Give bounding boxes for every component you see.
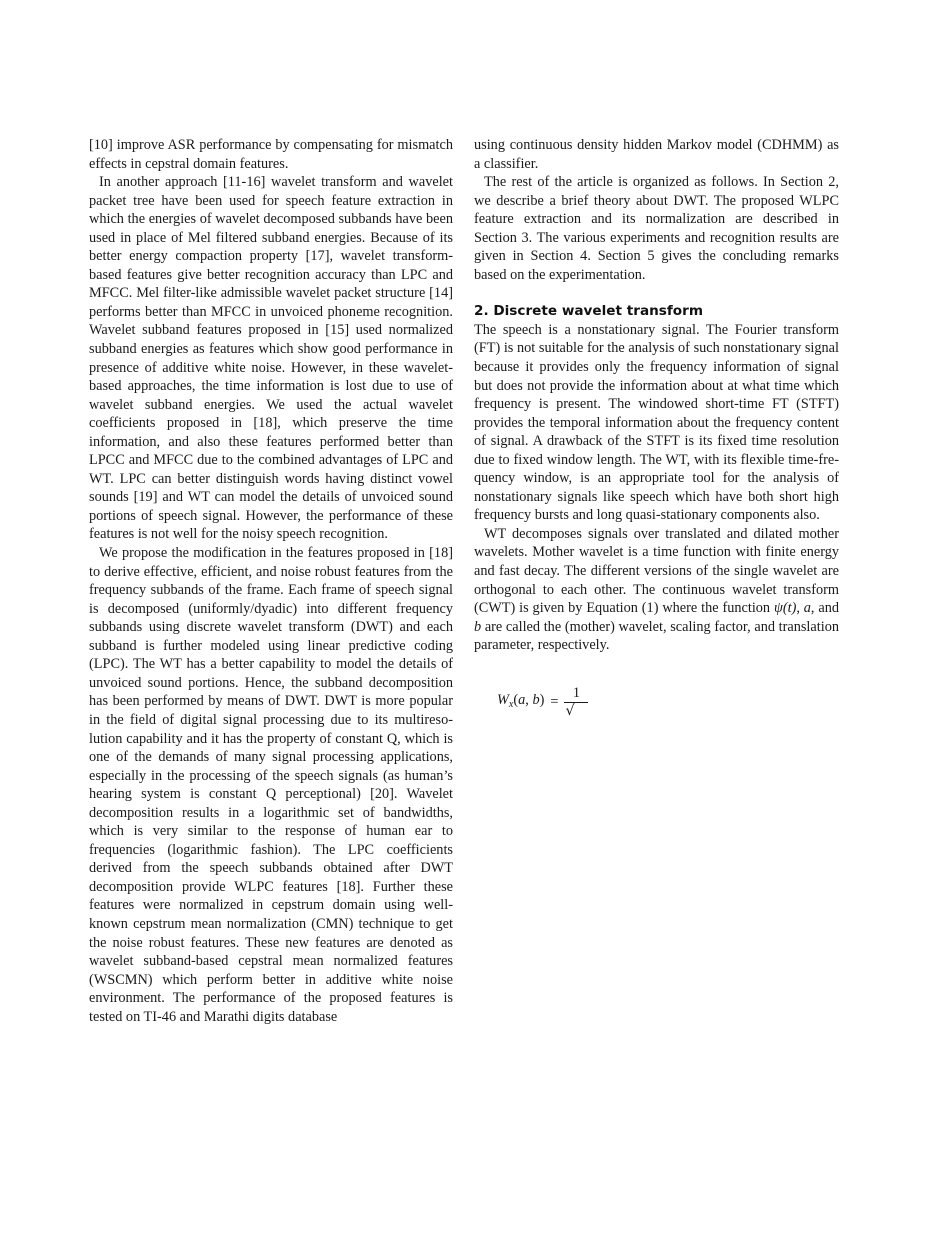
paragraph-continuation: [10] improve ASR performance by compensating for mismatch effects in cepstral domain features. — [89, 137, 453, 172]
math-b: b — [474, 618, 482, 635]
eq-comma: , — [525, 691, 533, 708]
eq-subscript-x: x — [508, 698, 514, 710]
paragraph-wavelet-approaches: In another approach [11-16] wavelet transform and wavelet packet tree have been used for speech feature extraction in which the energies of wavelet decomposed subbands have been used in place of Mel filtered subband energies. Because of its better energy compaction property [17], wavelet transform-based features give better recognition accuracy than LPC and MFCC. Mel filter-like admissible wavelet packet structure [14] performs better than MFCC in unvoiced phoneme recognition. Wavelet subband features proposed in [15] used normalized subband energies as features which show good performance in presence of additive white noise. However, in these wavelet-based approaches, the time information is lost due to use of wavelet subband energies. We used the actual wavelet coefficients proposed in [18], which preserve the time information, and also these features performed better than LPCC and MFCC due to the combined advantages of LPC and WT. LPC can better distinguish words having distinct vowel sounds [19] and WT can model the details of unvoiced sound portions of speech signal. However, the performance of these features is not well for the noisy speech recognition. — [89, 174, 453, 543]
eq-equals: = — [550, 694, 559, 711]
math-a: a — [803, 600, 811, 617]
text-segment: WT decomposes signals over translated and dilated mother wavelets. Mother wavelet is a time function with finite energy and fast decay. The different versions of the single wavelet are orthogonal to each other. The continuous wavelet transform (CWT) is given by Equation (1) where the function — [474, 525, 839, 617]
paragraph-nonstationary-signal: The speech is a nonstationary signal. The Fourier transform (FT) is not suitable for the analysis of such nonstationary signal because it provides only the frequency information of signal but does not provide the information about at what time which frequency is present. The windowed short-time FT (STFT) provides the temporal information about the frequency content of signal. A drawback of the STFT is its fixed time resolution due to fixed window length. The WT, with its flexible time-frequency window, is an appropriate tool for the analysis of nonstationary signals like speech which have both short high frequency bursts and long quasi-stationary components also. — [474, 321, 839, 524]
math-psi-t: ψ(t) — [773, 600, 797, 617]
eq-numerator: 1 — [564, 685, 588, 703]
left-column — [89, 136, 453, 1026]
eq-symbol-w: W — [497, 691, 509, 708]
right-column — [474, 136, 839, 725]
paragraph-proposed-method: We propose the modification in the features proposed in [18] to derive effective, efficient, and noise robust features from the frequency subbands of the frame. Each frame of speech signal is decomposed (uniformly/dyadic) into different frequency subbands using discrete wavelet transform (DWT) and each subband is further modeled using linear predictive coding (LPC). The WT has a better capability to model the details of unvoiced sound portions. Hence, the subband decomposition has been performed by means of DWT. DWT is more popular in the field of digital signal processing due to its multiresolution capability and it has the property of constant Q, which is one of the demands of many signal processing applications, especially in the processing of the speech signals (as human’s hearing system is constant Q perceptional) [20]. Wavelet decomposition results in a logarithmic set of bandwidths, which is very similar to the response of human ear to frequencies (logarithmic fashion). The LPC coefficients derived from the speech subbands obtained after DWT decomposition provide WLPC features [18]. Further these features were normalized in cepstrum domain using well-known cepstrum mean normalization (CMN) technique to get the noise robust features. These new features are denoted as wavelet subband-based cepstral mean normalized features (WSCMN) which perform better in additive white noise environment. The performance of the proposed features is tested on TI-46 and Marathi digits database — [89, 545, 453, 1025]
paragraph-wavelet-decomposition — [474, 525, 839, 655]
text-segment: , and — [810, 600, 839, 617]
paragraph-article-organization: The rest of the article is organized as follows. In Section 2, we describe a brief theory about DWT. The proposed WLPC feature extraction and its normalization are described in Section 3. The various experiments and recognition results are given in Section 4. Section 5 gives the concluding remarks based on the experimentation. — [474, 174, 839, 283]
equation-lhs — [497, 691, 544, 715]
section-heading: 2. Discrete wavelet transform — [474, 303, 704, 320]
text-segment: , — [796, 600, 804, 617]
paragraph-classifier: using continuous density hidden Markov model (CDHMM) as a classifier. — [474, 137, 839, 172]
eq-close-paren: ) — [539, 691, 545, 708]
eq-fraction — [564, 685, 588, 720]
text-segment: are called the (mother) wavelet, scaling factor, and translation parameter, respectively. — [474, 618, 839, 654]
eq-arg-b: b — [532, 691, 540, 708]
eq-open-paren: ( — [513, 691, 519, 708]
eq-sqrt-icon: √ — [565, 703, 575, 720]
eq-arg-a: a — [518, 691, 526, 708]
equation-cwt — [497, 681, 839, 725]
